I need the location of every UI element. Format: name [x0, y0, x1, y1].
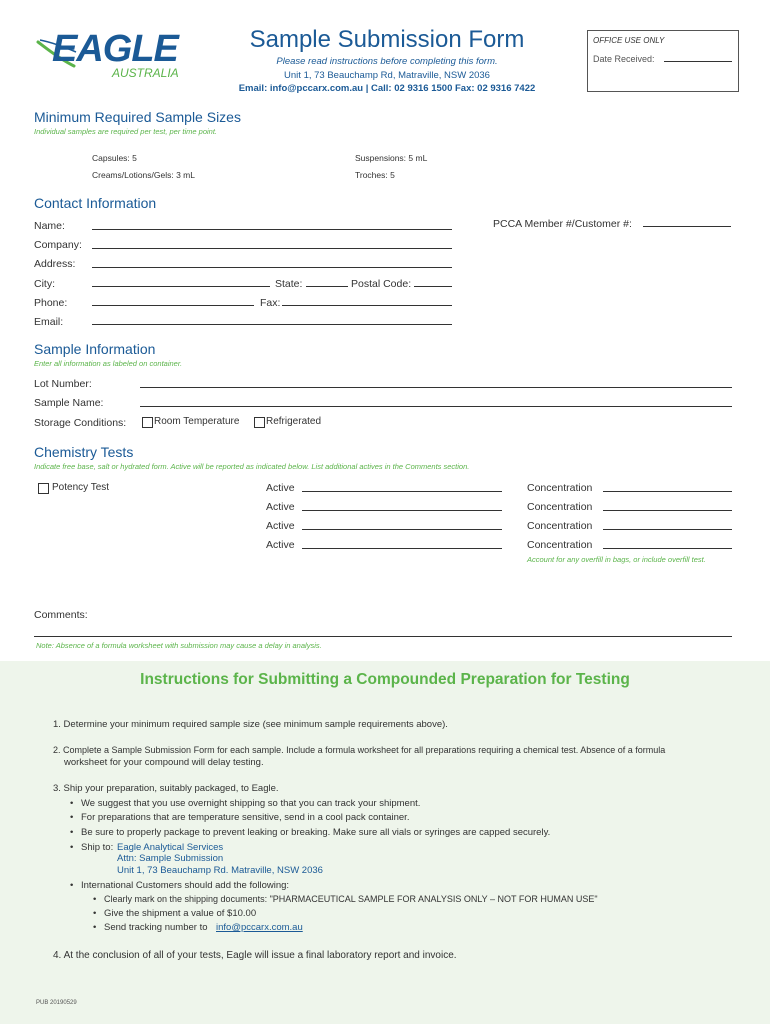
min-size-creams: Creams/Lotions/Gels: 3 mL: [92, 170, 195, 180]
step-4: 4. At the conclusion of all of your tests, Eagle will issue a final laboratory report and invoice.: [53, 950, 457, 961]
header-address: Unit 1, 73 Beauchamp Rd, Matraville, NSW 2036: [284, 70, 490, 81]
company-label: Company:: [34, 239, 82, 251]
state-label: State:: [275, 278, 303, 290]
intl-sub-2: Give the shipment a value of $10.00: [104, 908, 257, 919]
ship-to-line-1: Eagle Analytical Services: [117, 842, 224, 853]
potency-checkbox[interactable]: [38, 483, 49, 494]
concentration-field[interactable]: [603, 491, 732, 492]
logo-sub: AUSTRALIA: [112, 66, 179, 80]
room-temp-label: Room Temperature: [154, 416, 240, 427]
intl-sub-3: Send tracking number to: [104, 922, 208, 933]
address-field[interactable]: [92, 267, 452, 268]
instructions-title: Instructions for Submitting a Compounded Preparation for Testing: [140, 671, 630, 688]
fax-field[interactable]: [282, 305, 452, 306]
active-label: Active: [266, 539, 295, 551]
step-3: 3. Ship your preparation, suitably packaged, to Eagle.: [53, 783, 279, 794]
concentration-label: Concentration: [527, 482, 593, 494]
bullet-marker: •: [93, 908, 97, 919]
step-2-cont: worksheet for your compound will delay testing.: [64, 757, 264, 768]
ship-to-line-3: Unit 1, 73 Beauchamp Rd. Matraville, NSW 2036: [117, 865, 323, 876]
active-label: Active: [266, 482, 295, 494]
phone-label: Phone:: [34, 297, 68, 309]
postal-field[interactable]: [414, 286, 452, 287]
min-sizes-title: Minimum Required Sample Sizes: [34, 109, 241, 125]
postal-label: Postal Code:: [351, 278, 412, 290]
bullet-marker: •: [70, 798, 74, 809]
company-field[interactable]: [92, 248, 452, 249]
city-field[interactable]: [92, 286, 270, 287]
room-temp-checkbox[interactable]: [142, 417, 153, 428]
logo-brand: EAGLE: [52, 28, 178, 70]
email-label: Email:: [34, 316, 64, 328]
active-label: Active: [266, 501, 295, 513]
chem-note: Indicate free base, salt or hydrated form. Active will be reported as indicated below. List additional actives in the Comments section.: [34, 462, 470, 471]
state-field[interactable]: [306, 286, 348, 287]
bullet-marker: •: [93, 922, 97, 933]
phone-field[interactable]: [92, 305, 254, 306]
header-contact: Email: info@pccarx.com.au | Call: 02 9316 1500 Fax: 02 9316 7422: [238, 83, 536, 94]
page-title: Sample Submission Form: [249, 26, 525, 53]
step-3-bullet-3: Be sure to properly package to prevent leaking or breaking. Make sure all vials or syringes are capped securely.: [81, 827, 551, 838]
office-use-title: OFFICE USE ONLY: [593, 36, 665, 45]
sample-title: Sample Information: [34, 341, 156, 357]
concentration-label: Concentration: [527, 501, 593, 513]
refrigerated-label: Refrigerated: [266, 416, 322, 427]
city-label: City:: [34, 278, 55, 290]
comments-label: Comments:: [34, 609, 88, 621]
intl-sub-1: Clearly mark on the shipping documents: "PHARMACEUTICAL SAMPLE FOR ANALYSIS ONLY – NOT FOR HUMAN USE": [104, 894, 598, 904]
min-sizes-note: Individual samples are required per test, per time point.: [34, 127, 218, 136]
name-label: Name:: [34, 220, 65, 232]
refrigerated-checkbox[interactable]: [254, 417, 265, 428]
comments-field[interactable]: [34, 636, 732, 637]
chem-title: Chemistry Tests: [34, 444, 134, 460]
fax-label: Fax:: [260, 297, 281, 309]
contact-title: Contact Information: [34, 195, 157, 211]
tracking-email-link[interactable]: info@pccarx.com.au: [216, 922, 303, 933]
step-2: 2. Complete a Sample Submission Form for each sample. Include a formula worksheet for all preparations requiring a chemical test. Absence of a formula: [53, 745, 666, 755]
name-field[interactable]: [92, 229, 452, 230]
logo: [36, 28, 196, 84]
concentration-field[interactable]: [603, 548, 732, 549]
active-label: Active: [266, 520, 295, 532]
date-received-label: Date Received:: [593, 54, 655, 64]
active-field[interactable]: [302, 529, 502, 530]
potency-label: Potency Test: [52, 482, 110, 493]
step-3-bullet-5: International Customers should add the following:: [81, 880, 290, 891]
concentration-field[interactable]: [603, 510, 732, 511]
address-label: Address:: [34, 258, 76, 270]
storage-label: Storage Conditions:: [34, 417, 127, 429]
min-size-capsules: Capsules: 5: [92, 153, 137, 163]
sample-name-label: Sample Name:: [34, 397, 104, 409]
bullet-marker: •: [70, 827, 74, 838]
footer-code: PUB 20190529: [36, 1000, 77, 1006]
active-field[interactable]: [302, 510, 502, 511]
office-use-box: [587, 30, 739, 92]
concentration-label: Concentration: [527, 539, 593, 551]
step-3-bullet-2: For preparations that are temperature sensitive, send in a cool pack container.: [81, 812, 410, 823]
step-1: 1. Determine your minimum required sample size (see minimum sample requirements above).: [53, 719, 448, 730]
bullet-marker: •: [70, 842, 74, 853]
concentration-label: Concentration: [527, 520, 593, 532]
pcca-label: PCCA Member #/Customer #:: [493, 218, 632, 230]
ship-to-line-2: Attn: Sample Submission: [117, 853, 224, 864]
lot-field[interactable]: [140, 387, 732, 388]
min-size-troches: Troches: 5: [355, 170, 395, 180]
concentration-field[interactable]: [603, 529, 732, 530]
active-field[interactable]: [302, 548, 502, 549]
email-field[interactable]: [92, 324, 452, 325]
instructions-panel: [0, 661, 770, 1024]
active-field[interactable]: [302, 491, 502, 492]
step-3-bullet-4: Ship to:: [81, 842, 114, 853]
comments-note: Note: Absence of a formula worksheet with submission may cause a delay in analysis.: [36, 641, 322, 650]
lot-label: Lot Number:: [34, 378, 92, 390]
overfill-note: Account for any overfill in bags, or include overfill test.: [527, 555, 706, 564]
date-received-field[interactable]: [664, 61, 732, 62]
sample-note: Enter all information as labeled on container.: [34, 359, 183, 368]
bullet-marker: •: [70, 812, 74, 823]
min-size-suspensions: Suspensions: 5 mL: [355, 153, 428, 163]
header-subtitle: Please read instructions before completing this form.: [276, 56, 498, 67]
step-3-bullet-1: We suggest that you use overnight shipping so that you can track your shipment.: [81, 798, 421, 809]
bullet-marker: •: [70, 880, 74, 891]
sample-name-field[interactable]: [140, 406, 732, 407]
pcca-field[interactable]: [643, 226, 731, 227]
bullet-marker: •: [93, 894, 97, 905]
